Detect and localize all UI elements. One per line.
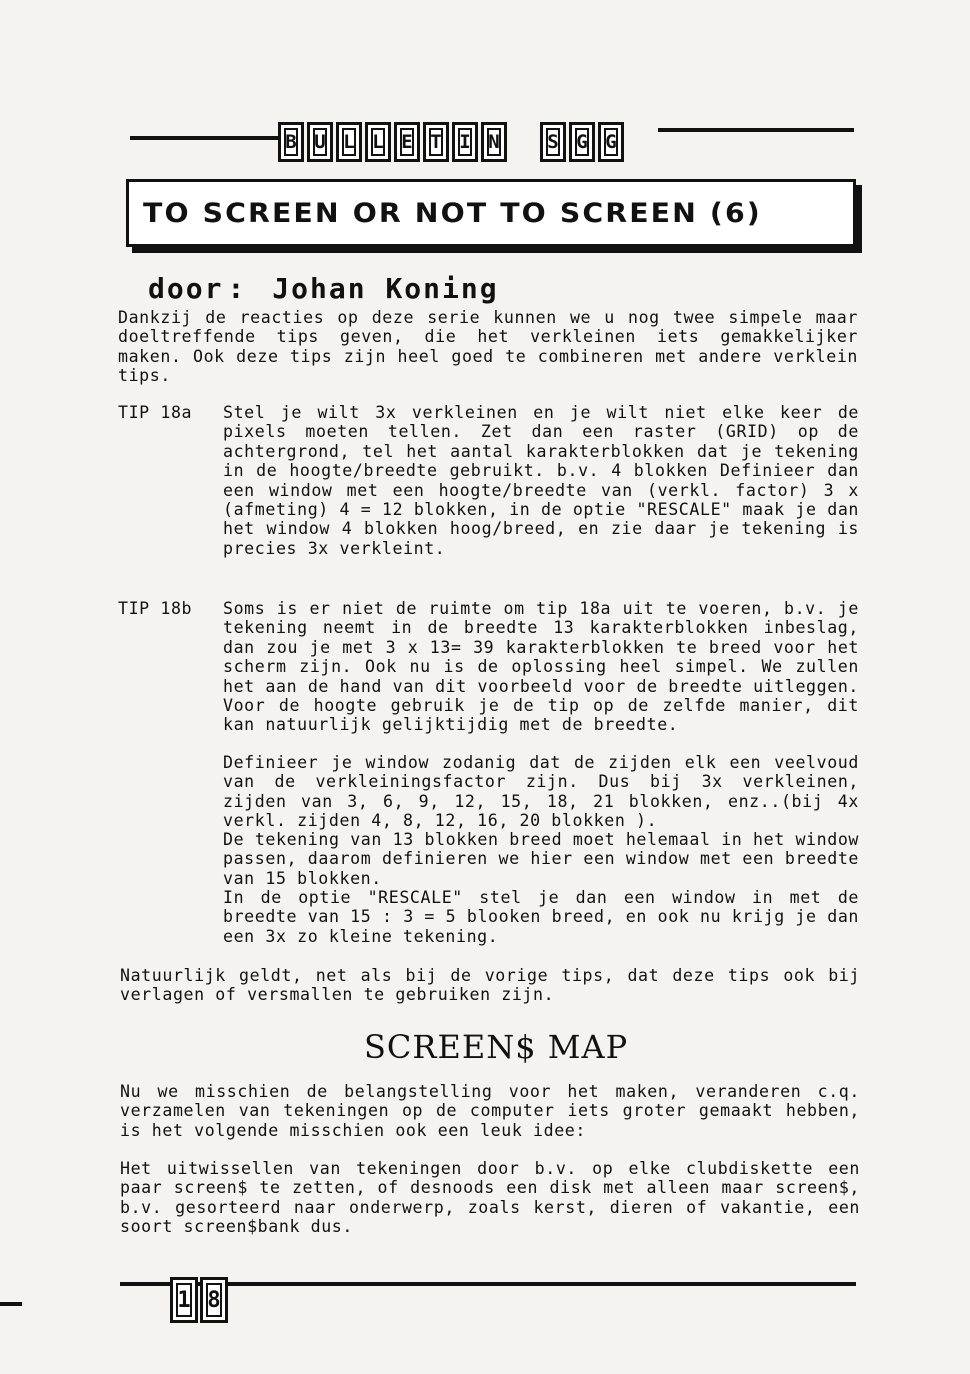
tip-18a-label: TIP 18a (118, 403, 193, 422)
tip-18a-text: Stel je wilt 3x verkleinen en je wilt niet elke keer de pixels moeten tellen. Zet dan een raster (GRID) op de achtergrond, tel het aantal karakterblokken dat je tekening in de hoogte/breedte gebruikt. b.v. 4 blokken Definieer dan een window met een hoogte/breedte van (verkl. factor) 3 x (afmeting) 4 = 12 blokken, in de optie "RESCALE" maak je dan het window 4 blokken hoog/breed, en zie daar je tekening is precies 3x verkleint. (223, 403, 859, 558)
article-title-box (126, 179, 856, 247)
masthead-letter: B (278, 122, 304, 162)
author-label: door (148, 272, 224, 305)
author-line: door : Johan Koning (148, 272, 499, 305)
page-number-digit: 1 (170, 1277, 198, 1323)
masthead-letter: E (394, 122, 420, 162)
page-number-digit: 8 (200, 1277, 228, 1323)
masthead-letter: L (365, 122, 391, 162)
footer-rule (120, 1282, 856, 1286)
page-number (170, 1277, 230, 1323)
section-heading: SCREEN$ MAP (364, 1028, 629, 1066)
masthead-rule-left (130, 136, 278, 140)
masthead-letter: L (336, 122, 362, 162)
masthead-rule-right (658, 128, 854, 132)
masthead-logo (278, 122, 627, 162)
masthead-letter: T (423, 122, 449, 162)
masthead-letter: U (307, 122, 333, 162)
intro-paragraph: Dankzij de reacties op deze serie kunnen we u nog twee simpele maar doeltreffende tips geven, die het verkleinen iets gemakkelijker maken. Ook deze tips zijn heel goed te combineren met andere verklein tips. (118, 308, 858, 386)
conclusion-paragraph: Natuurlijk geldt, net als bij de vorige tips, dat deze tips ook bij verlagen of versmallen te gebruiken zijn. (120, 966, 860, 1005)
author-name: Johan Koning (272, 272, 499, 305)
tip-18b-text-3: De tekening van 13 blokken breed moet helemaal in het window passen, daarom definieren we hier een window met een breedte van 15 blokken. (223, 830, 859, 888)
masthead-letter: N (481, 122, 507, 162)
section-paragraph-2: Het uitwissellen van tekeningen door b.v. op elke clubdiskette een paar screen$ te zetten, of desnoods een disk met alleen maar screen$, b.v. gesorteerd naar onderwerp, zoals kerst, dieren of vakantie, een soort screen$bank dus. (120, 1159, 860, 1237)
tip-18b-text-1: Soms is er niet de ruimte om tip 18a uit te voeren, b.v. je tekening neemt in de breedte 13 karakterblokken inbeslag, dan zou je met 3 x 13= 39 karakterblokken te breed voor het scherm zijn. Ook nu is de oplossing heel simpel. We zullen het aan de hand van dit voorbeeld voor de breedte uitleggen. Voor de hoogte gebruik je de tip op de zelfde manier, dit kan natuurlijk gelijktijdig met de breedte. (223, 599, 859, 735)
section-paragraph-1: Nu we misschien de belangstelling voor het maken, veranderen c.q. verzamelen van tekeningen op de computer iets groter gemaakt hebben, is het volgende misschien ook een leuk idee: (120, 1082, 860, 1140)
masthead-letter: G (598, 122, 624, 162)
masthead-letter: S (540, 122, 566, 162)
tip-18b-text-2: Definieer je window zodanig dat de zijden elk een veelvoud van de verkleiningsfactor zijn. Dus bij 3x verkleinen, zijden van 3, 6, 9, 12, 15, 18, 21 blokken, enz..(bij 4x verkl. zijden 4, 8, 12, 16, 20 blokken ). (223, 753, 859, 831)
article-title: TO SCREEN OR NOT TO SCREEN (6) (143, 197, 762, 229)
tip-18b-text-4: In de optie "RESCALE" stel je dan een window in met de breedte van 15 : 3 = 5 blooken breed, en ook nu krijg je dan een 3x zo kleine tekening. (223, 888, 859, 946)
masthead-letter: I (452, 122, 478, 162)
tip-18b-label: TIP 18b (118, 599, 193, 618)
masthead-letter: G (569, 122, 595, 162)
edge-mark (0, 1302, 22, 1306)
